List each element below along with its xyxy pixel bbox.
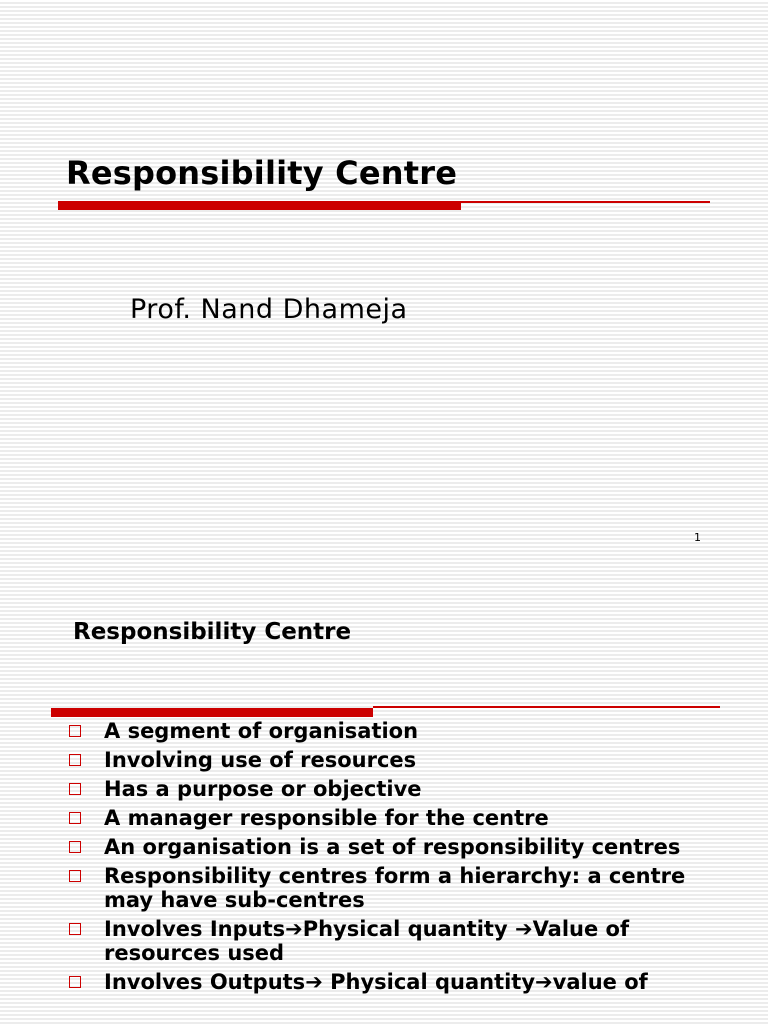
list-item (66, 806, 726, 830)
bullet-text-part: Physical quantity (302, 917, 515, 941)
list-item (66, 864, 726, 912)
square-bullet-icon (69, 870, 81, 882)
author-name: Prof. Nand Dhameja (130, 294, 408, 325)
list-item (66, 777, 726, 801)
title-underline-thin (461, 201, 710, 203)
slide-2 (0, 560, 768, 1024)
square-bullet-icon (69, 754, 81, 766)
arrow-right-icon: ➔ (514, 917, 533, 941)
bullet-text: Has a purpose or objective (104, 777, 422, 801)
square-bullet-icon (69, 923, 81, 935)
bullet-text: Responsibility centres form a hierarchy: a centre may have sub-centres (104, 864, 686, 912)
list-item (66, 835, 726, 859)
bullet-text: A manager responsible for the centre (104, 806, 549, 830)
bullet-text-part: Value of resources used (104, 917, 630, 965)
square-bullet-icon (69, 841, 81, 853)
title-underline-thick (51, 708, 373, 717)
square-bullet-icon (69, 976, 81, 988)
title-underline-thin (373, 706, 720, 708)
slide-title: Responsibility Centre (66, 154, 458, 192)
bullet-text: Involving use of resources (104, 748, 417, 772)
list-item (66, 719, 726, 743)
square-bullet-icon (69, 725, 81, 737)
bullet-text-part: Physical quantity (322, 970, 536, 994)
square-bullet-icon (69, 812, 81, 824)
bullet-text: A segment of organisation (104, 719, 419, 743)
bullet-text-part: Involves Outputs (104, 970, 306, 994)
arrow-right-icon: ➔ (535, 970, 553, 994)
slide-title: Responsibility Centre (73, 619, 352, 645)
list-item (66, 970, 726, 994)
arrow-right-icon: ➔ (285, 917, 303, 941)
arrow-right-icon: ➔ (305, 970, 323, 994)
page-number: 1 (694, 531, 701, 544)
list-item (66, 748, 726, 772)
title-underline-thick (58, 201, 461, 210)
bullet-text-part: value of (552, 970, 648, 994)
bullet-text-part: Involves Inputs (104, 917, 286, 941)
list-item (66, 917, 726, 965)
bullet-list (66, 719, 726, 999)
bullet-text: An organisation is a set of responsibility centres (104, 835, 681, 859)
square-bullet-icon (69, 783, 81, 795)
